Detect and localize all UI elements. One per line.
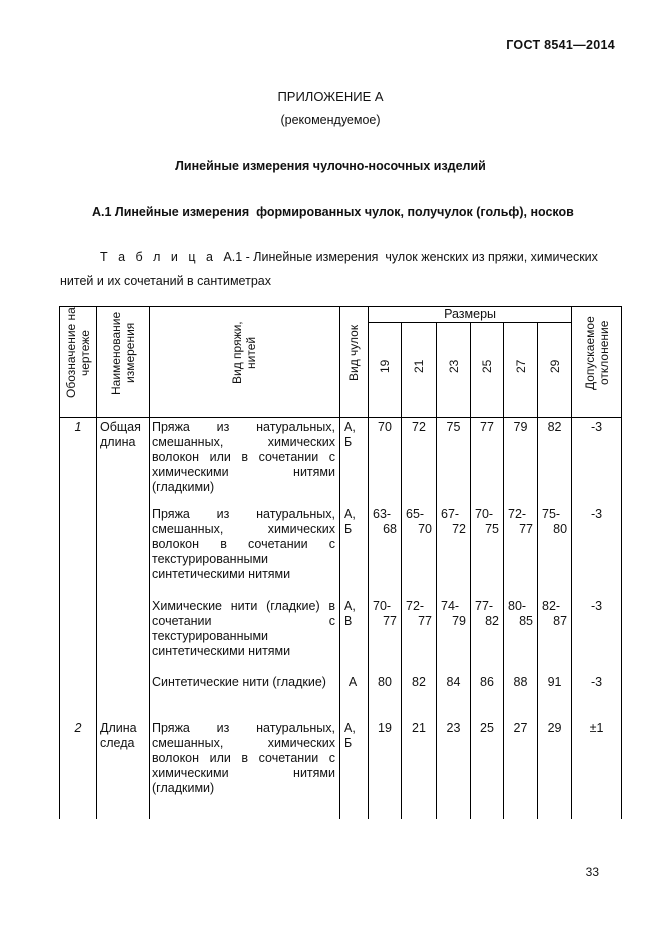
size-header: 25 <box>471 323 504 418</box>
row-kind: А, Б <box>340 719 369 819</box>
row-kind: А, Б <box>340 418 369 506</box>
size-header: 29 <box>538 323 572 418</box>
size-value: 21 <box>402 719 437 819</box>
header-yarn: Вид пряжи, нитей <box>150 307 340 418</box>
header-sizes: Размеры <box>369 307 572 323</box>
row-designation <box>60 673 97 719</box>
row-measure <box>97 673 150 719</box>
size-header: 23 <box>437 323 471 418</box>
row-tolerance: ±1 <box>572 719 622 819</box>
row-measure <box>97 597 150 673</box>
size-range: 80- 85 <box>504 597 538 673</box>
size-range: 70- 77 <box>369 597 402 673</box>
row-tolerance: -3 <box>572 673 622 719</box>
size-value: 86 <box>471 673 504 719</box>
header-row <box>60 307 622 323</box>
row-description: Пряжа из натуральных, смешанных, химических волокон или в сочетании с химическими нитями (гладкими) <box>150 418 340 506</box>
table-row <box>60 719 622 819</box>
row-designation: 1 <box>60 418 97 506</box>
size-value: 88 <box>504 673 538 719</box>
size-range: 72- 77 <box>402 597 437 673</box>
size-header: 21 <box>402 323 437 418</box>
size-value: 72 <box>402 418 437 506</box>
size-value: 77 <box>471 418 504 506</box>
standard-number: ГОСТ 8541—2014 <box>506 38 615 52</box>
measurements-table <box>59 306 622 819</box>
row-description: Химические нити (гладкие) в сочетании с текстурированными синтетическими нитями <box>150 597 340 673</box>
size-value: 29 <box>538 719 572 819</box>
row-measure <box>97 505 150 597</box>
size-value: 25 <box>471 719 504 819</box>
size-range: 77- 82 <box>471 597 504 673</box>
row-description: Пряжа из натуральных, смешанных, химических волокон в сочетании с текстурированными синтетическими нитями <box>150 505 340 597</box>
header-designation: Обозначение на чертеже <box>60 307 97 418</box>
header-measure: Наименование измерения <box>97 307 150 418</box>
size-value: 27 <box>504 719 538 819</box>
row-designation: 2 <box>60 719 97 819</box>
size-header: 27 <box>504 323 538 418</box>
size-range: 67- 72 <box>437 505 471 597</box>
size-range: 82- 87 <box>538 597 572 673</box>
appendix-status: (рекомендуемое) <box>280 113 381 127</box>
size-value: 79 <box>504 418 538 506</box>
row-tolerance: -3 <box>572 505 622 597</box>
section-title: А.1 Линейные измерения формированных чулок, получулок (гольф), носков <box>92 205 574 219</box>
size-value: 19 <box>369 719 402 819</box>
row-kind: А <box>340 673 369 719</box>
table-caption-line2: нитей и их сочетаний в сантиметрах <box>60 274 271 288</box>
row-description: Пряжа из натуральных, смешанных, химических волокон или в сочетании с химическими нитями (гладкими) <box>150 719 340 819</box>
row-measure: Длина следа <box>97 719 150 819</box>
size-value: 82 <box>402 673 437 719</box>
size-range: 70- 75 <box>471 505 504 597</box>
caption-label: Т а б л и ц а <box>100 250 217 264</box>
size-range: 65- 70 <box>402 505 437 597</box>
size-value: 84 <box>437 673 471 719</box>
size-value: 23 <box>437 719 471 819</box>
table-row <box>60 673 622 719</box>
caption-text: А.1 - Линейные измерения чулок женских из пряжи, химических <box>216 250 598 264</box>
size-value: 80 <box>369 673 402 719</box>
header-kind: Вид чулок <box>340 307 369 418</box>
row-tolerance: -3 <box>572 597 622 673</box>
size-value: 91 <box>538 673 572 719</box>
row-designation <box>60 597 97 673</box>
table-row <box>60 505 622 597</box>
row-measure: Общая длина <box>97 418 150 506</box>
row-kind: А, В <box>340 597 369 673</box>
size-range: 74- 79 <box>437 597 471 673</box>
table-caption-line1 <box>100 250 598 264</box>
page-number: 33 <box>585 865 599 879</box>
header-tolerance: Допускаемое отклонение <box>572 307 622 418</box>
size-range: 75- 80 <box>538 505 572 597</box>
row-tolerance: -3 <box>572 418 622 506</box>
size-value: 75 <box>437 418 471 506</box>
size-range: 63- 68 <box>369 505 402 597</box>
appendix-title: ПРИЛОЖЕНИЕ А <box>277 89 384 104</box>
table-row <box>60 418 622 506</box>
size-header: 19 <box>369 323 402 418</box>
row-description: Синтетические нити (гладкие) <box>150 673 340 719</box>
size-value: 70 <box>369 418 402 506</box>
size-range: 72- 77 <box>504 505 538 597</box>
row-designation <box>60 505 97 597</box>
size-value: 82 <box>538 418 572 506</box>
main-title: Линейные измерения чулочно-носочных изделий <box>175 159 486 173</box>
row-kind: А, Б <box>340 505 369 597</box>
table-row <box>60 597 622 673</box>
